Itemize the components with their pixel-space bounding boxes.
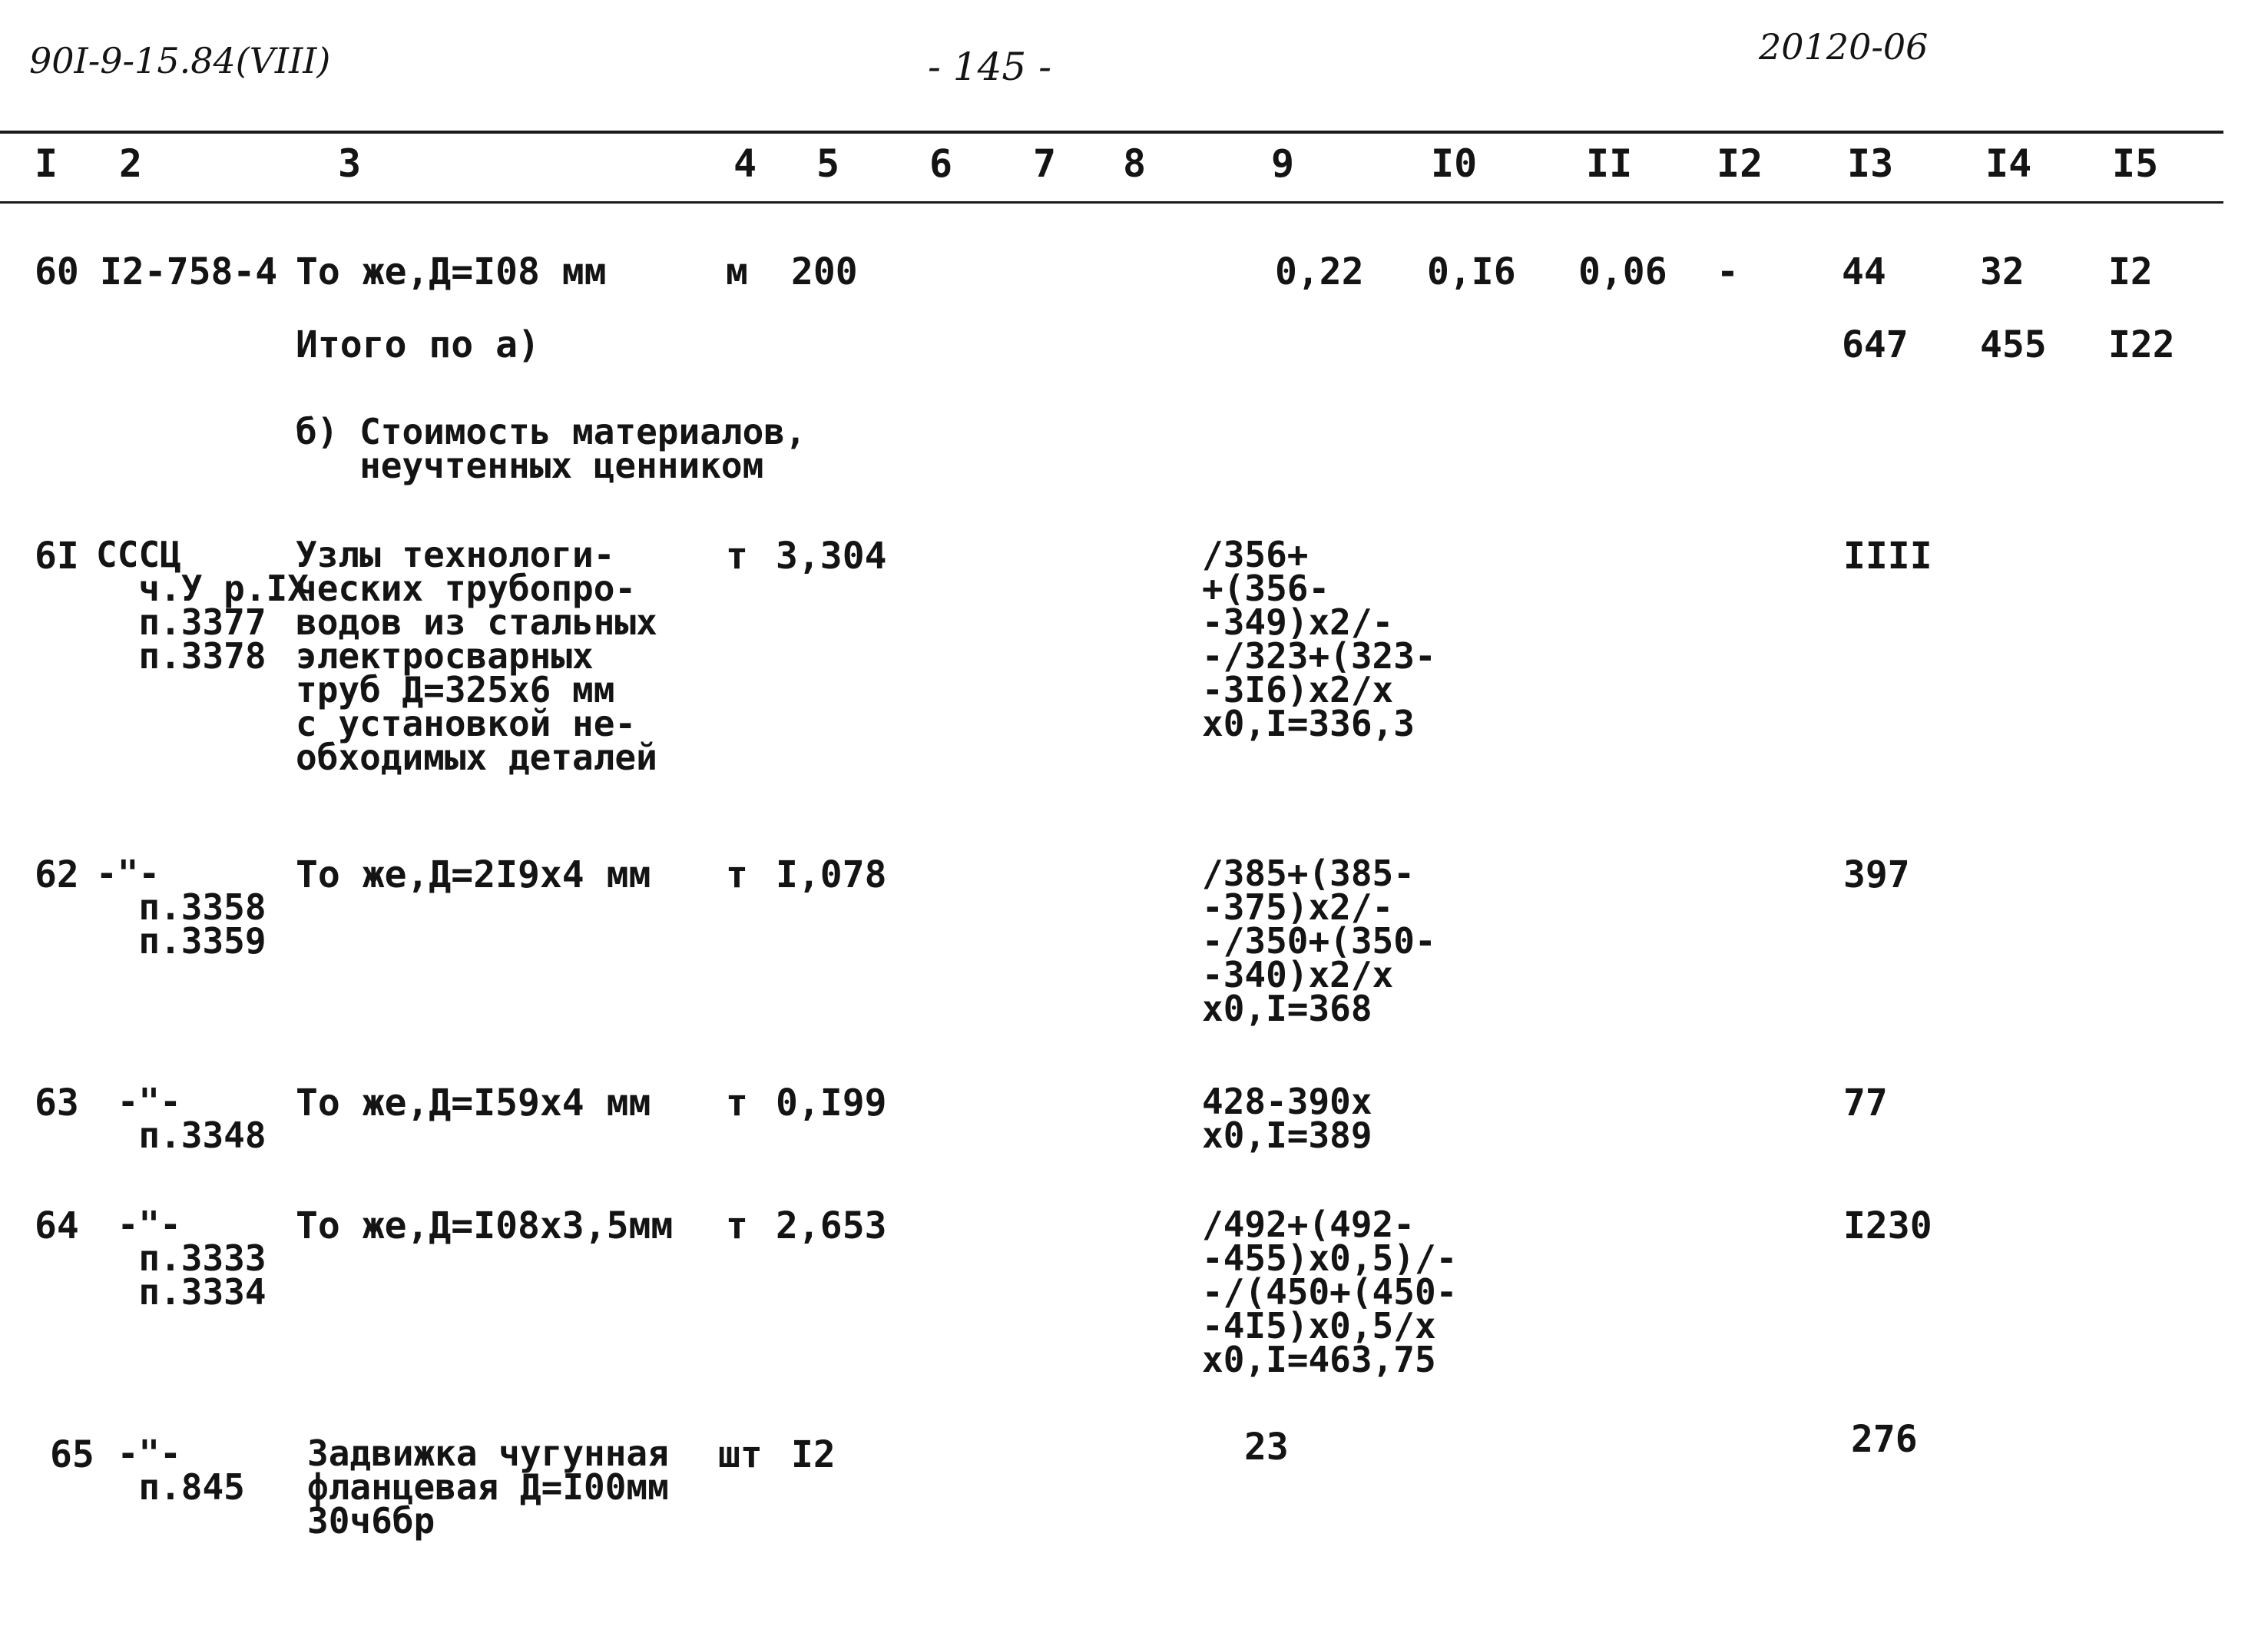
col-header-7: 7 [1033,141,1057,186]
col-15-value: I2 [2108,250,2153,293]
col-13-value: IIII [1843,535,1932,578]
row-number: 65 [50,1433,94,1476]
col-header-8: 8 [1123,141,1147,186]
col-13-value: 44 [1842,250,1886,293]
total-col-14: 455 [1980,323,2047,366]
col-header-1: I [35,141,58,186]
col-header-15: I5 [2112,141,2159,186]
col-10-value: 0,I6 [1427,250,1516,293]
row-number: 63 [35,1081,79,1125]
unit: т [726,853,748,896]
col-header-9: 9 [1271,141,1295,186]
col-14-value: 32 [1980,250,2025,293]
header-top-rule [0,131,2223,134]
cost-formula: /356+ +(356- -349)х2/- -/323+(323- -3I6)х2/х х0,I=336,3 [1202,534,1436,744]
price-code: -"- п.3358 п.3359 [96,853,267,962]
price-code: -"- п.3333 п.3334 [117,1204,267,1313]
document-number: 20120-06 [1759,26,1929,68]
quantity: 3,304 [776,535,887,578]
unit: т [726,1081,748,1125]
price-code: -"- п.3348 [117,1081,267,1156]
col-header-10: I0 [1431,141,1478,186]
col-13-value: 77 [1843,1081,1888,1125]
total-col-13: 647 [1842,323,1909,366]
work-description: То же,Д=2I9х4 мм [296,853,651,896]
col-header-14: I4 [1985,141,2032,186]
col-9-value: 23 [1244,1426,1289,1469]
col-header-4: 4 [733,141,757,186]
price-code: -"- п.845 [117,1433,245,1508]
col-13-value: 276 [1851,1418,1918,1461]
col-header-5: 5 [816,141,840,186]
price-code: I2-758-4 [100,250,278,293]
cost-formula: /385+(385- -375)х2/- -/350+(350- -340)х2/х х0,I=368 [1202,853,1436,1029]
work-description: То же,Д=I08х3,5мм [296,1204,674,1247]
col-header-11: II [1586,141,1633,186]
section-heading: б) Стоимость материалов, неучтенных ценником [296,411,806,486]
quantity: I,078 [776,853,887,896]
header-bottom-rule [0,201,2223,204]
col-11-value: 0,06 [1578,250,1667,293]
col-header-3: 3 [338,141,362,186]
total-label: Итого по а) [296,323,540,366]
cost-formula: 428-390х х0,I=389 [1202,1081,1372,1156]
quantity: 0,I99 [776,1081,887,1125]
col-header-6: 6 [929,141,953,186]
quantity: 200 [791,250,858,293]
unit: м [726,250,748,293]
price-code: СССЦ ч.У р.IX п.3377 п.3378 [96,534,309,677]
unit: т [726,1204,748,1247]
col-13-value: I230 [1843,1204,1932,1247]
col-header-2: 2 [119,141,143,186]
unit: т [726,535,748,578]
col-9-value: 0,22 [1275,250,1364,293]
col-12-value: - [1717,250,1739,293]
row-number: 60 [35,250,79,293]
quantity: I2 [791,1433,836,1476]
document-code: 90I-9-15.84(VIII) [29,40,331,81]
col-13-value: 397 [1843,853,1910,896]
unit: шт [718,1433,763,1476]
row-number: 62 [35,853,79,896]
row-number: 64 [35,1204,79,1247]
page-number: - 145 - [928,45,1052,89]
work-description: То же,Д=I08 мм [296,250,607,293]
quantity: 2,653 [776,1204,887,1247]
work-description: То же,Д=I59х4 мм [296,1081,651,1125]
col-header-12: I2 [1717,141,1763,186]
total-col-15: I22 [2108,323,2175,366]
work-description: Узлы технологи- ческих трубопро- водов из стальных электросварных труб Д=325х6 мм с установкой не- обходимых деталей [296,534,657,778]
work-description: Задвижка чугунная фланцевая Д=I00мм 30ч6бр [307,1433,669,1542]
col-header-13: I3 [1847,141,1894,186]
cost-formula: /492+(492- -455)х0,5)/- -/(450+(450- -4I5)х0,5/х х0,I=463,75 [1202,1204,1458,1380]
row-number: 6I [35,535,79,578]
